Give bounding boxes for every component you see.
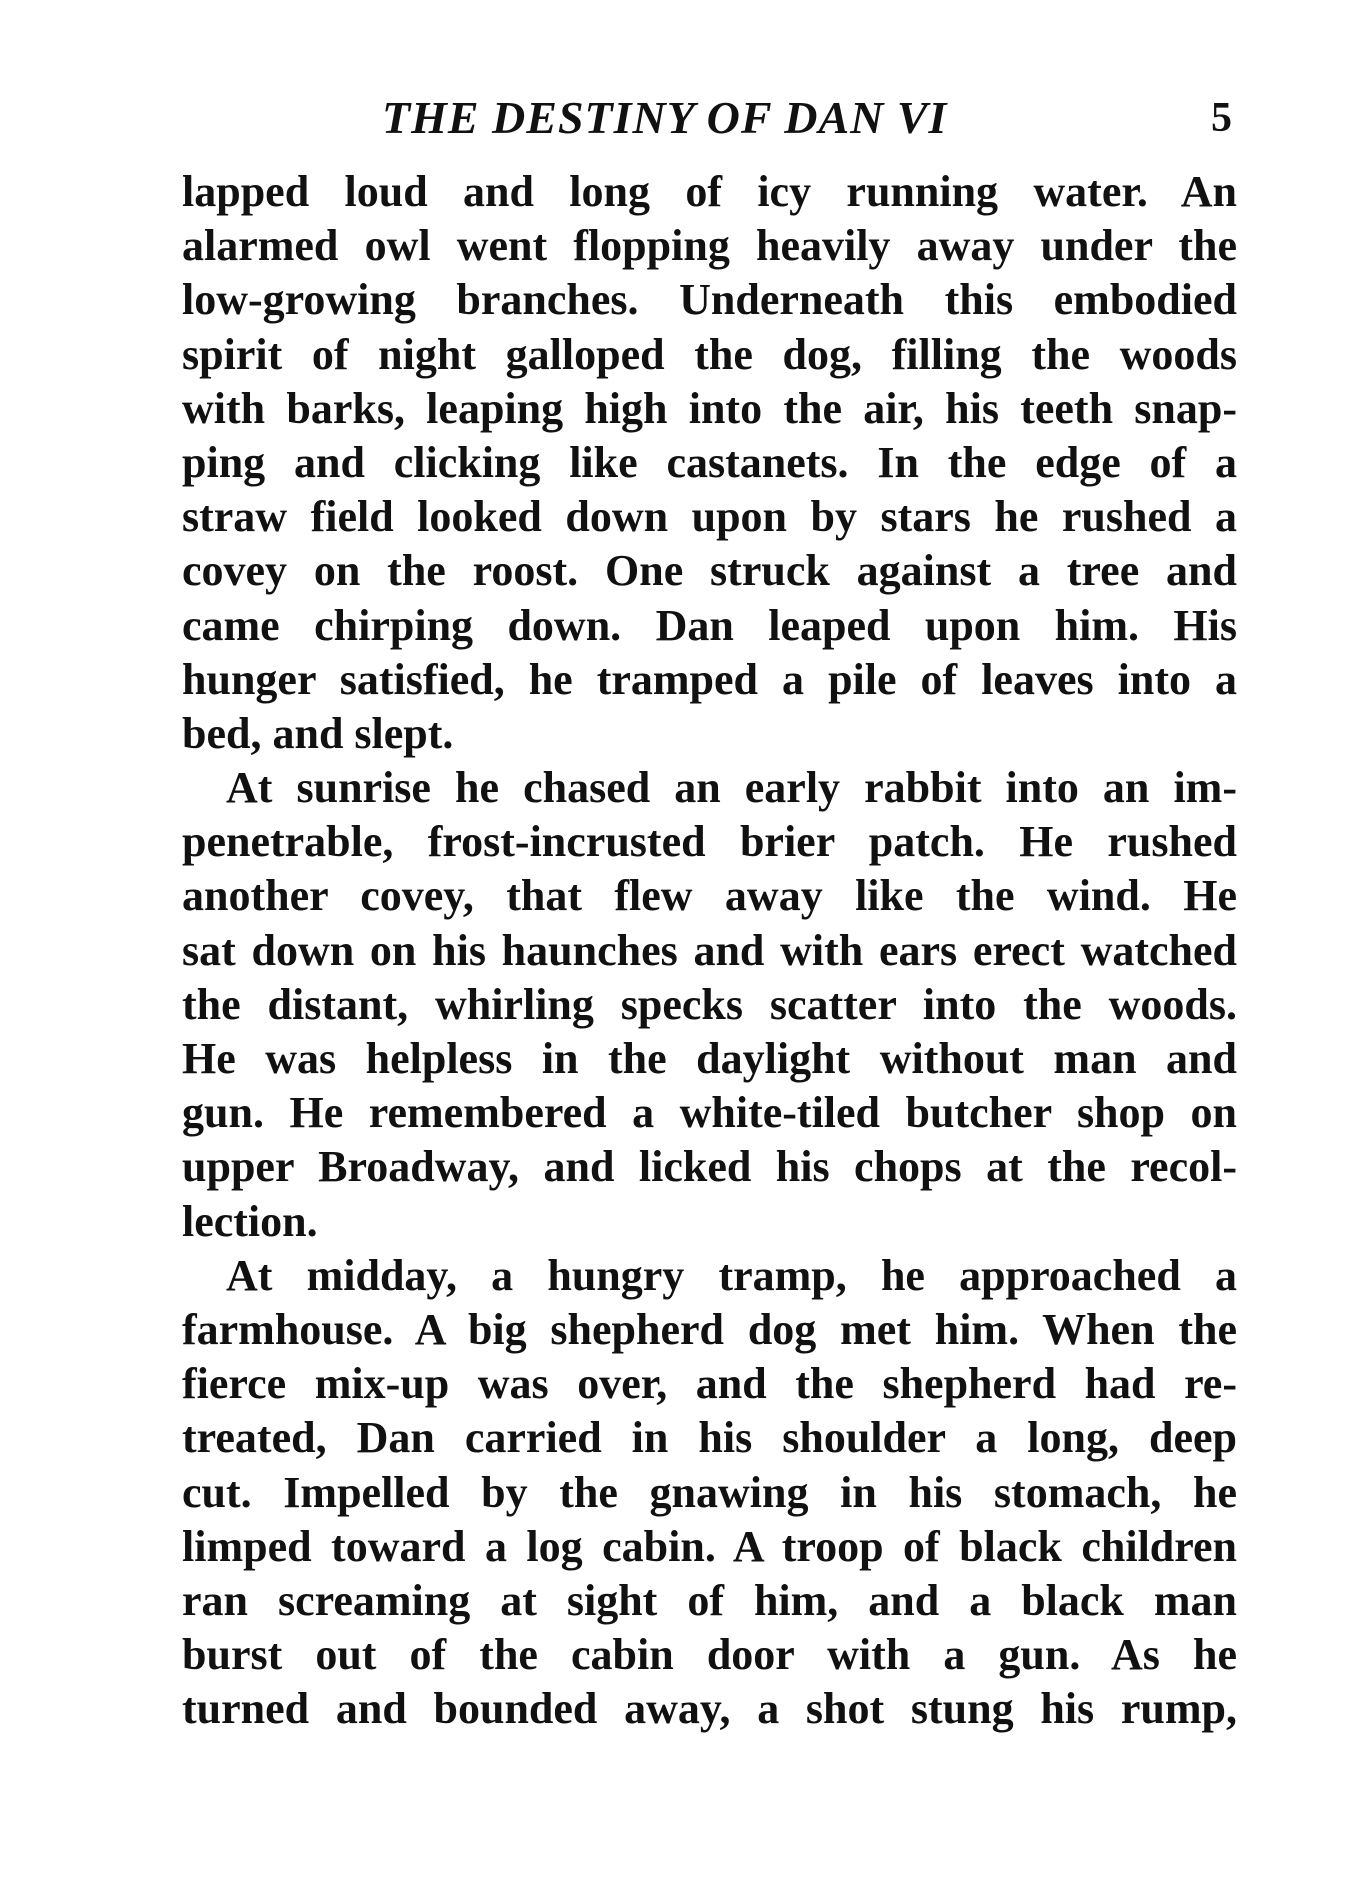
text-line: gun. He remembered a white-tiled butcher shop on — [182, 1088, 1237, 1138]
text-line: upper Broadway, and licked his chops at the recol- — [182, 1142, 1237, 1192]
text-line: lapped loud and long of icy running water. An — [182, 167, 1237, 216]
paragraph-start-line: At midday, a hungry tramp, he approached a — [226, 1250, 1237, 1300]
text-line: treated, Dan carried in his shoulder a long, deep — [182, 1413, 1237, 1463]
text-line: sat down on his haunches and with ears erect watched — [182, 925, 1237, 975]
text-line: penetrable, frost-incrusted brier patch. He rushed — [182, 817, 1237, 867]
text-line: low-growing branches. Underneath this embodied — [182, 275, 1237, 325]
text-line: bed, and slept. — [182, 708, 454, 758]
text-line: lection. — [182, 1196, 318, 1246]
paragraph-start-line: At sunrise he chased an early rabbit into an im- — [226, 763, 1237, 813]
text-line: with barks, leaping high into the air, his teeth snap- — [182, 383, 1237, 433]
text-line: limped toward a log cabin. A troop of black children — [182, 1521, 1237, 1571]
text-line: spirit of night galloped the dog, filling the woods — [182, 329, 1237, 379]
text-line: farmhouse. A big shepherd dog met him. When the — [182, 1304, 1237, 1354]
text-line: turned and bounded away, a shot stung his rump, — [182, 1684, 1237, 1734]
text-line: hunger satisfied, he tramped a pile of leaves into a — [182, 654, 1237, 704]
text-line: ran screaming at sight of him, and a black man — [182, 1575, 1237, 1625]
text-line: He was helpless in the daylight without man and — [182, 1034, 1237, 1083]
running-head — [182, 88, 1242, 148]
text-line: alarmed owl went flopping heavily away under the — [182, 221, 1237, 271]
text-line: burst out of the cabin door with a gun. As he — [182, 1630, 1237, 1680]
text-line: came chirping down. Dan leaped upon him. His — [182, 600, 1237, 650]
text-line: straw field looked down upon by stars he rushed a — [182, 492, 1237, 542]
text-line: ping and clicking like castanets. In the edge of a — [182, 437, 1237, 487]
text-line: cut. Impelled by the gnawing in his stomach, he — [182, 1467, 1237, 1517]
running-title: THE DESTINY OF DAN VI — [382, 92, 948, 143]
body-text — [182, 165, 1237, 1736]
page-number: 5 — [1211, 95, 1232, 141]
text-line: the distant, whirling specks scatter into the woods. — [182, 979, 1237, 1029]
text-line: covey on the roost. One struck against a tree and — [182, 546, 1237, 596]
text-line: fierce mix-up was over, and the shepherd had re- — [182, 1359, 1237, 1409]
text-line: another covey, that flew away like the wind. He — [182, 871, 1237, 921]
